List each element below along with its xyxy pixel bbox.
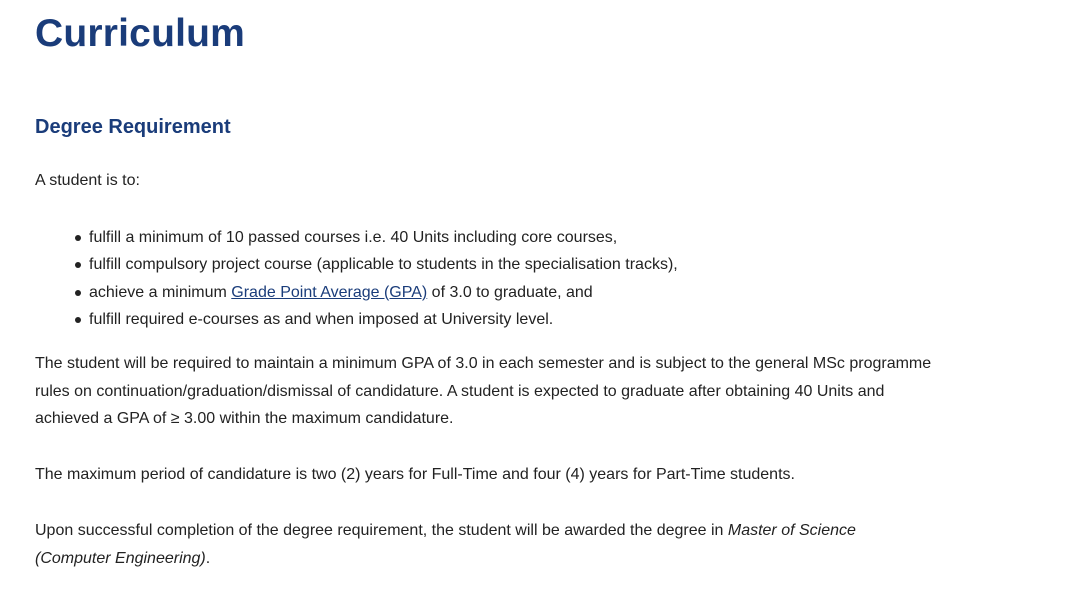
degree-name: Master of Science (Computer Engineering) (35, 522, 856, 567)
list-item-text-after: of 3.0 to graduate, and (427, 283, 593, 301)
list-item (89, 306, 678, 333)
list-item-text: fulfill required e-courses as and when imposed at University level. (89, 310, 554, 328)
gpa-link[interactable]: Grade Point Average (GPA) (231, 283, 428, 301)
gpa-paragraph: The student will be required to maintain a minimum GPA of 3.0 in each semester and is subject to the general MSc programme rules on continuation/graduation/dismissal of candidature. A student is expected to graduate after obtaining 40 Units and achieved a GPA of ≥ 3.00 within the maximum candidature. (35, 355, 932, 427)
list-item-text: fulfill compulsory project course (applicable to students in the specialisation tracks), (89, 256, 678, 274)
list-item (89, 251, 678, 278)
candidature-period-paragraph: The maximum period of candidature is two (2) years for Full-Time and four (4) years for Part-Time students. (35, 466, 795, 483)
section-title-degree-requirement: Degree Requirement (35, 116, 231, 138)
list-item (89, 279, 678, 306)
list-item (89, 224, 678, 251)
intro-text: A student is to: (35, 172, 140, 189)
degree-award-paragraph (35, 517, 935, 572)
list-item-text-before: achieve a minimum (89, 283, 232, 301)
award-text-before: Upon successful completion of the degree requirement, the student will be awarded the degree in (35, 522, 728, 539)
requirements-list (89, 224, 678, 333)
list-item-text: fulfill a minimum of 10 passed courses i.e. 40 Units including core courses, (89, 229, 618, 246)
award-text-after: . (205, 549, 211, 567)
page-title: Curriculum (35, 12, 246, 55)
